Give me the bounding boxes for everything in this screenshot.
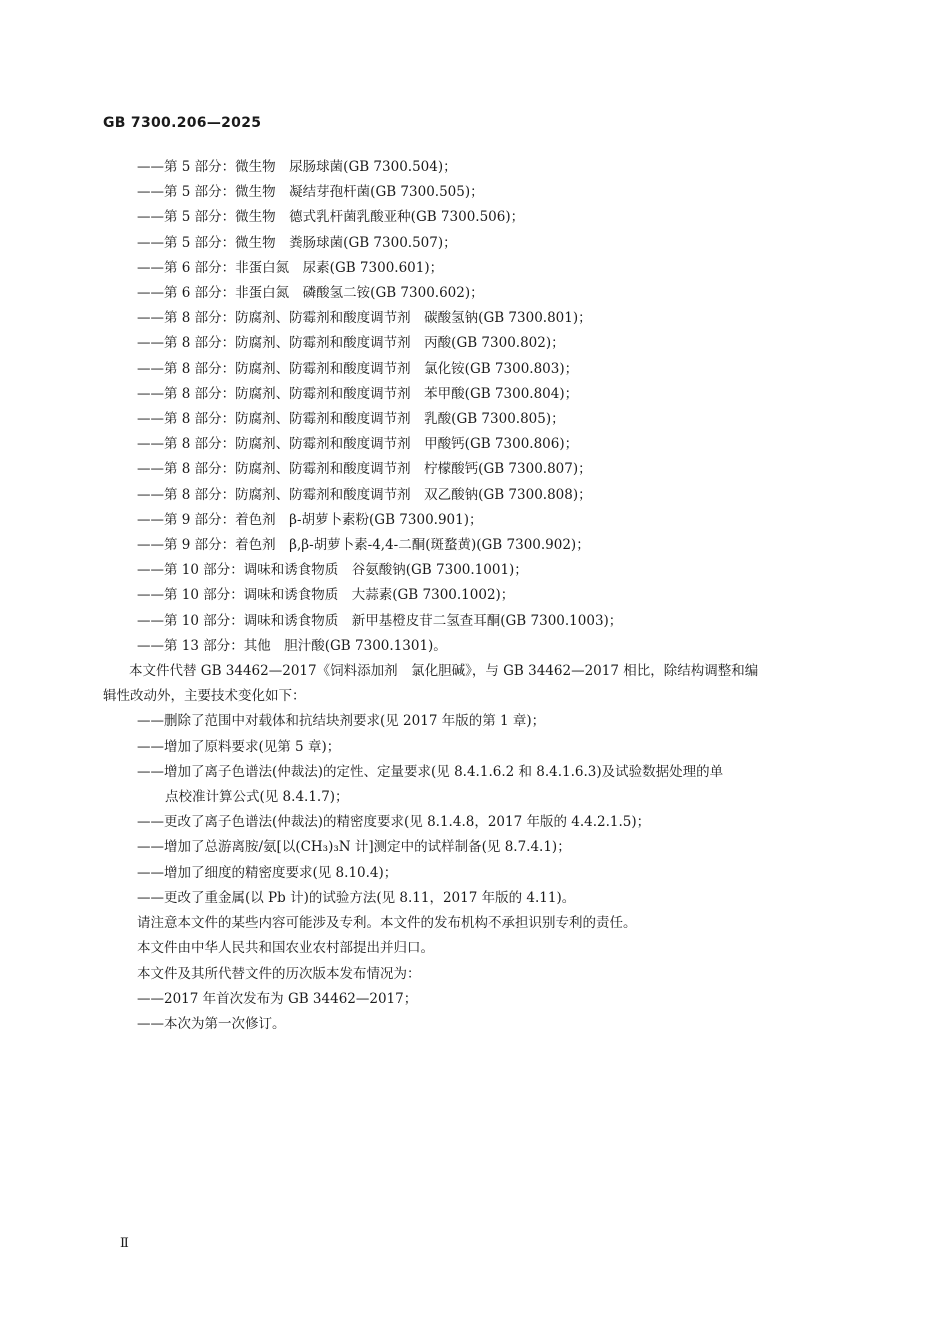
change-item: ——增加了总游离胺/氨[以(CH₃)₃N 计]测定中的试样制备(见 8.7.4.1)； bbox=[137, 839, 571, 856]
change-item: ——删除了范围中对载体和抗结块剂要求(见 2017 年版的第 1 章)； bbox=[137, 713, 546, 730]
change-item-continuation: 点校准计算公式(见 8.4.1.7)； bbox=[165, 789, 349, 806]
list-item: ——第 9 部分：着色剂 β-胡萝卜素粉(GB 7300.901)； bbox=[137, 511, 483, 528]
list-item: ——第 8 部分：防腐剂、防霉剂和酸度调节剂 甲酸钙(GB 7300.806)； bbox=[137, 436, 579, 453]
list-item: ——第 13 部分：其他 胆汁酸(GB 7300.1301)。 bbox=[137, 637, 447, 654]
history-item: ——2017 年首次发布为 GB 34462—2017； bbox=[137, 990, 418, 1007]
change-item: ——更改了离子色谱法(仲裁法)的精密度要求(见 8.1.4.8，2017 年版的 4.4.2.1.5)； bbox=[137, 814, 651, 831]
changes-list bbox=[137, 709, 857, 911]
list-item: ——第 5 部分：微生物 凝结芽孢杆菌(GB 7300.505)； bbox=[137, 184, 484, 201]
proposer-notice: 本文件由中华人民共和国农业农村部提出并归口。 bbox=[137, 940, 434, 957]
patent-notice: 请注意本文件的某些内容可能涉及专利。本文件的发布机构不承担识别专利的责任。 bbox=[137, 915, 637, 932]
change-item: ——增加了原料要求(见第 5 章)； bbox=[137, 738, 341, 755]
list-item: ——第 10 部分：调味和诱食物质 大蒜素(GB 7300.1002)； bbox=[137, 587, 515, 604]
list-item: ——第 10 部分：调味和诱食物质 谷氨酸钠(GB 7300.1001)； bbox=[137, 562, 528, 579]
list-item: ——第 8 部分：防腐剂、防霉剂和酸度调节剂 氯化铵(GB 7300.803)； bbox=[137, 360, 579, 377]
list-item: ——第 8 部分：防腐剂、防霉剂和酸度调节剂 苯甲酸(GB 7300.804)； bbox=[137, 385, 579, 402]
history-item: ——本次为第一次修订。 bbox=[137, 1015, 286, 1032]
change-item: ——增加了细度的精密度要求(见 8.10.4)； bbox=[137, 864, 398, 881]
replacement-paragraph bbox=[103, 659, 857, 709]
list-item: ——第 8 部分：防腐剂、防霉剂和酸度调节剂 双乙酸钠(GB 7300.808)； bbox=[137, 486, 592, 503]
replacement-line-2: 辑性改动外，主要技术变化如下： bbox=[103, 688, 306, 705]
document-body bbox=[103, 155, 857, 1037]
change-item: ——增加了离子色谱法(仲裁法)的定性、定量要求(见 8.4.1.6.2 和 8.4.1.6.3)及试验数据处理的单 bbox=[137, 763, 724, 780]
part-list bbox=[137, 155, 857, 659]
list-item: ——第 8 部分：防腐剂、防霉剂和酸度调节剂 丙酸(GB 7300.802)； bbox=[137, 335, 565, 352]
list-item: ——第 8 部分：防腐剂、防霉剂和酸度调节剂 乳酸(GB 7300.805)； bbox=[137, 411, 565, 428]
list-item: ——第 5 部分：微生物 粪肠球菌(GB 7300.507)； bbox=[137, 234, 457, 251]
standard-id-header: GB 7300.206—2025 bbox=[103, 115, 262, 131]
list-item: ——第 8 部分：防腐剂、防霉剂和酸度调节剂 柠檬酸钙(GB 7300.807)； bbox=[137, 461, 592, 478]
list-item: ——第 6 部分：非蛋白氮 尿素(GB 7300.601)； bbox=[137, 259, 444, 276]
history-intro: 本文件及其所代替文件的历次版本发布情况为： bbox=[137, 965, 421, 982]
replacement-line-1: 本文件代替 GB 34462—2017《饲料添加剂 氯化胆碱》，与 GB 34462—2017 相比，除结构调整和编 bbox=[129, 663, 759, 680]
list-item: ——第 10 部分：调味和诱食物质 新甲基橙皮苷二氢查耳酮(GB 7300.1003)； bbox=[137, 612, 623, 629]
list-item: ——第 5 部分：微生物 德式乳杆菌乳酸亚种(GB 7300.506)； bbox=[137, 209, 525, 226]
list-item: ——第 5 部分：微生物 尿肠球菌(GB 7300.504)； bbox=[137, 159, 457, 175]
list-item: ——第 6 部分：非蛋白氮 磷酸氢二铵(GB 7300.602)； bbox=[137, 285, 484, 302]
change-item: ——更改了重金属(以 Pb 计)的试验方法(见 8.11，2017 年版的 4.11)。 bbox=[137, 889, 576, 906]
page-number: Ⅱ bbox=[120, 1236, 129, 1251]
list-item: ——第 9 部分：着色剂 β,β-胡萝卜素-4,4-二酮(斑蝥黄)(GB 7300.902)； bbox=[137, 537, 590, 554]
list-item: ——第 8 部分：防腐剂、防霉剂和酸度调节剂 碳酸氢钠(GB 7300.801)； bbox=[137, 310, 592, 327]
notes-section bbox=[137, 911, 857, 1037]
